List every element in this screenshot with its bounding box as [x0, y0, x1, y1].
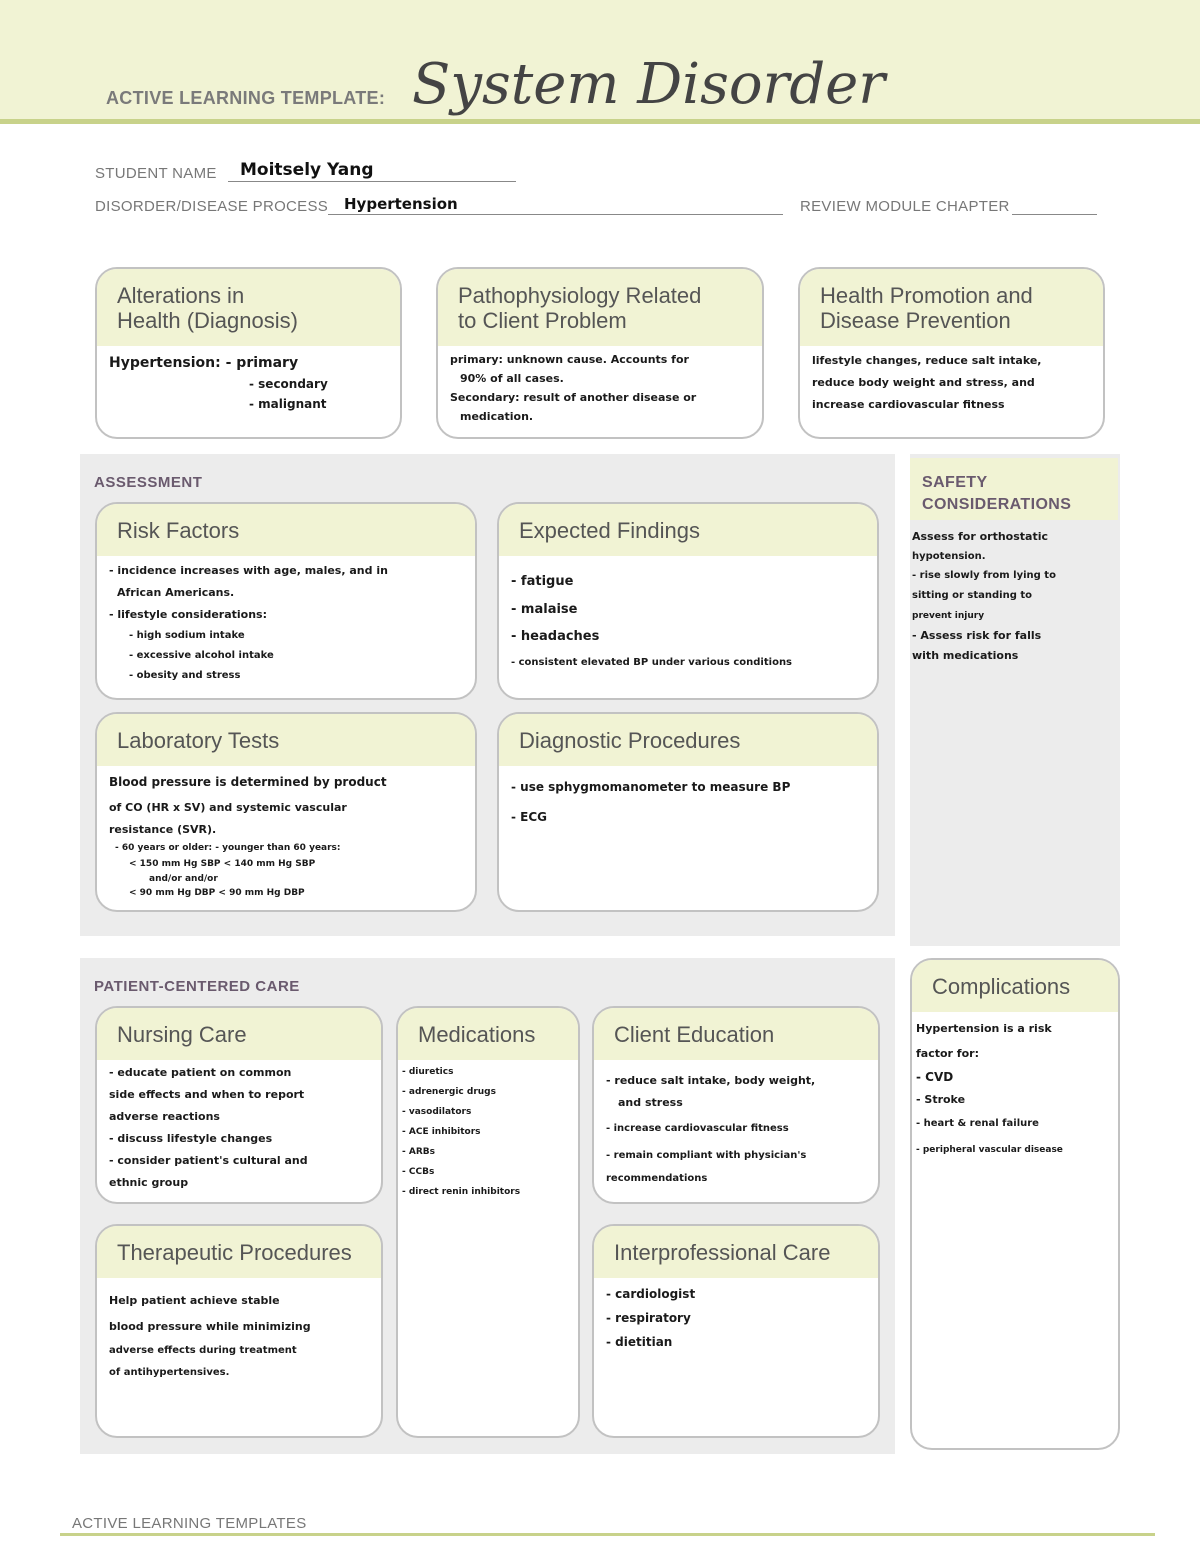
expected-findings-body — [499, 556, 877, 684]
expected-findings-line: - fatigue — [511, 574, 574, 589]
client-education-line: and stress — [618, 1096, 683, 1109]
safety-header — [910, 458, 1118, 520]
client-education-box — [592, 1006, 880, 1204]
complications-body — [912, 1012, 1118, 1168]
medications-box — [396, 1006, 580, 1438]
safety-line: - rise slowly from lying to — [912, 570, 1056, 581]
pathophysiology-title-1: Pathophysiology Related — [458, 282, 702, 308]
safety-line: with medications — [912, 649, 1019, 662]
safety-body — [912, 526, 1116, 666]
nursing-care-line: ethnic group — [109, 1176, 189, 1189]
interprofessional-care-header — [594, 1226, 878, 1278]
chapter-label: REVIEW MODULE CHAPTER — [800, 198, 1010, 215]
nursing-care-line: adverse reactions — [109, 1110, 220, 1123]
footer-label: ACTIVE LEARNING TEMPLATES — [72, 1515, 307, 1532]
disorder-field[interactable] — [328, 193, 783, 215]
medications-body — [398, 1060, 578, 1204]
health-promotion-line: increase cardiovascular fitness — [812, 398, 1005, 411]
expected-findings-line: - consistent elevated BP under various conditions — [511, 657, 793, 668]
nursing-care-line: - consider patient's cultural and — [109, 1154, 308, 1167]
expected-findings-box — [497, 502, 879, 700]
diagnostic-procedures-line: - use sphygmomanometer to measure BP — [511, 780, 791, 794]
complications-line: - heart & renal failure — [916, 1118, 1039, 1129]
medications-line: - CCBs — [402, 1167, 435, 1177]
alterations-line: Hypertension: - primary — [109, 355, 299, 371]
complications-header — [912, 960, 1118, 1012]
alterations-title-2: Health (Diagnosis) — [117, 307, 298, 333]
nursing-care-line: - educate patient on common — [109, 1066, 292, 1079]
alterations-line: - secondary — [249, 377, 328, 391]
laboratory-tests-line: < 90 mm Hg DBP < 90 mm Hg DBP — [129, 888, 305, 898]
diagnostic-procedures-box — [497, 712, 879, 912]
diagnostic-procedures-line: - ECG — [511, 810, 548, 824]
client-education-line: recommendations — [606, 1173, 708, 1184]
pathophysiology-line: 90% of all cases. — [460, 372, 564, 385]
therapeutic-procedures-title: Therapeutic Procedures — [117, 1239, 352, 1265]
laboratory-tests-line: < 150 mm Hg SBP < 140 mm Hg SBP — [129, 859, 316, 869]
safety-line: prevent injury — [912, 611, 985, 621]
safety-line: hypotension. — [912, 551, 986, 562]
medications-title: Medications — [418, 1021, 536, 1047]
laboratory-tests-header — [97, 714, 475, 766]
complications-line: factor for: — [916, 1047, 979, 1060]
complications-line: Hypertension is a risk — [916, 1022, 1052, 1035]
risk-factors-title: Risk Factors — [117, 517, 240, 543]
therapeutic-procedures-line: blood pressure while minimizing — [109, 1320, 311, 1333]
complications-box — [910, 958, 1120, 1450]
therapeutic-procedures-box — [95, 1224, 383, 1438]
laboratory-tests-line: - 60 years or older: - younger than 60 years: — [115, 843, 341, 853]
complications-title: Complications — [932, 973, 1071, 999]
risk-factors-line: - obesity and stress — [129, 670, 241, 681]
health-promotion-body — [800, 346, 1103, 424]
diagnostic-procedures-title: Diagnostic Procedures — [519, 727, 741, 753]
complications-line: - peripheral vascular disease — [916, 1145, 1063, 1155]
interprofessional-care-box — [592, 1224, 880, 1438]
expected-findings-header — [499, 504, 877, 556]
alterations-header — [97, 269, 400, 346]
medications-line: - adrenergic drugs — [402, 1087, 496, 1097]
client-education-body — [594, 1060, 878, 1198]
risk-factors-line: - lifestyle considerations: — [109, 608, 267, 621]
risk-factors-header — [97, 504, 475, 556]
health-promotion-title-1: Health Promotion and — [820, 282, 1033, 308]
safety-line: - Assess risk for falls — [912, 629, 1042, 642]
interprofessional-care-line: - respiratory — [606, 1311, 691, 1325]
pathophysiology-line: medication. — [460, 410, 534, 423]
nursing-care-line: - discuss lifestyle changes — [109, 1132, 273, 1145]
footer-rule — [60, 1533, 1155, 1536]
risk-factors-box — [95, 502, 477, 700]
interprofessional-care-body — [594, 1278, 878, 1362]
complications-line: - Stroke — [916, 1093, 966, 1106]
therapeutic-procedures-body — [97, 1278, 381, 1392]
health-promotion-header — [800, 269, 1103, 346]
client-education-header — [594, 1008, 878, 1060]
health-promotion-title-2: Disease Prevention — [820, 307, 1011, 333]
expected-findings-line: - headaches — [511, 629, 600, 644]
medications-line: - ARBs — [402, 1147, 435, 1157]
therapeutic-procedures-line: adverse effects during treatment — [109, 1345, 297, 1356]
interprofessional-care-line: - cardiologist — [606, 1287, 696, 1301]
risk-factors-body — [97, 556, 475, 694]
safety-line: Assess for orthostatic — [912, 530, 1048, 543]
pathophysiology-box — [436, 267, 764, 439]
nursing-care-line: side effects and when to report — [109, 1088, 305, 1101]
alterations-title-1: Alterations in — [117, 282, 245, 308]
risk-factors-line: - excessive alcohol intake — [129, 650, 274, 661]
interprofessional-care-title: Interprofessional Care — [614, 1239, 831, 1265]
medications-line: - ACE inhibitors — [402, 1127, 481, 1137]
laboratory-tests-body — [97, 766, 475, 908]
student-name-value: Moitsely Yang — [240, 160, 374, 180]
template-prefix: ACTIVE LEARNING TEMPLATE: — [106, 88, 386, 108]
nursing-care-box — [95, 1006, 383, 1204]
laboratory-tests-line: and/or and/or — [149, 874, 218, 884]
pathophysiology-line: primary: unknown cause. Accounts for — [450, 353, 689, 366]
medications-header — [398, 1008, 578, 1060]
therapeutic-procedures-line: of antihypertensives. — [109, 1367, 230, 1378]
risk-factors-line: African Americans. — [117, 586, 235, 599]
client-education-title: Client Education — [614, 1021, 775, 1047]
safety-title-2: CONSIDERATIONS — [922, 496, 1072, 513]
alterations-body — [97, 346, 400, 422]
pathophysiology-title-2: to Client Problem — [458, 307, 627, 333]
nursing-care-body — [97, 1060, 381, 1202]
student-name-field[interactable] — [228, 160, 516, 182]
chapter-field[interactable] — [1012, 193, 1097, 215]
laboratory-tests-box — [95, 712, 477, 912]
expected-findings-title: Expected Findings — [519, 517, 700, 543]
disorder-label: DISORDER/DISEASE PROCESS — [95, 198, 329, 215]
therapeutic-procedures-line: Help patient achieve stable — [109, 1294, 280, 1307]
therapeutic-procedures-header — [97, 1226, 381, 1278]
nursing-care-title: Nursing Care — [117, 1021, 247, 1047]
client-education-line: - increase cardiovascular fitness — [606, 1123, 789, 1134]
client-education-line: - reduce salt intake, body weight, — [606, 1074, 816, 1087]
complications-line: - CVD — [916, 1070, 954, 1084]
safety-title-1: SAFETY — [922, 474, 988, 491]
pathophysiology-body — [438, 346, 762, 434]
disorder-value: Hypertension — [344, 195, 458, 213]
client-education-line: - remain compliant with physician's — [606, 1150, 807, 1161]
medications-line: - vasodilators — [402, 1107, 472, 1117]
alterations-box — [95, 267, 402, 439]
pathophysiology-header — [438, 269, 762, 346]
assessment-label: ASSESSMENT — [94, 474, 203, 491]
laboratory-tests-line: Blood pressure is determined by product — [109, 775, 387, 789]
expected-findings-line: - malaise — [511, 602, 578, 617]
medications-line: - direct renin inhibitors — [402, 1187, 521, 1197]
alterations-line: - malignant — [249, 397, 327, 411]
laboratory-tests-line: resistance (SVR). — [109, 823, 217, 836]
health-promotion-box — [798, 267, 1105, 439]
template-title: System Disorder — [412, 52, 886, 117]
health-promotion-line: lifestyle changes, reduce salt intake, — [812, 354, 1042, 367]
safety-line: sitting or standing to — [912, 590, 1033, 601]
diagnostic-procedures-header — [499, 714, 877, 766]
laboratory-tests-title: Laboratory Tests — [117, 727, 280, 753]
health-promotion-line: reduce body weight and stress, and — [812, 376, 1035, 389]
nursing-care-header — [97, 1008, 381, 1060]
patient-care-label: PATIENT-CENTERED CARE — [94, 978, 300, 995]
medications-line: - diuretics — [402, 1067, 454, 1077]
laboratory-tests-line: of CO (HR x SV) and systemic vascular — [109, 801, 347, 814]
risk-factors-line: - high sodium intake — [129, 630, 245, 641]
pathophysiology-line: Secondary: result of another disease or — [450, 391, 697, 404]
interprofessional-care-line: - dietitian — [606, 1335, 673, 1349]
risk-factors-line: - incidence increases with age, males, and in — [109, 564, 388, 577]
diagnostic-procedures-body — [499, 766, 877, 840]
student-name-label: STUDENT NAME — [95, 165, 217, 182]
